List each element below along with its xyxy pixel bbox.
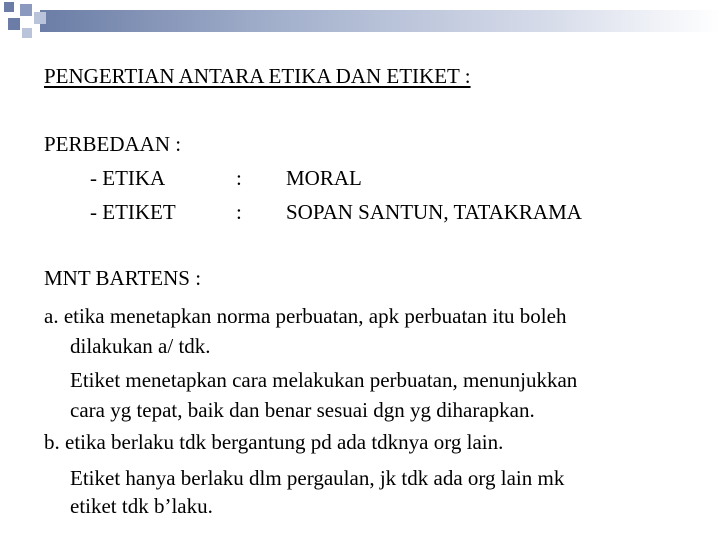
perbedaan-heading: PERBEDAAN : bbox=[44, 132, 182, 156]
perbedaan-separator: : bbox=[236, 166, 242, 190]
deco-square bbox=[8, 18, 20, 30]
bartens-heading: MNT BARTENS : bbox=[44, 266, 202, 290]
perbedaan-meaning-etiket: SOPAN SANTUN, TATAKRAMA bbox=[286, 200, 582, 224]
header-band bbox=[40, 10, 720, 32]
bartens-line: etiket tdk b’laku. bbox=[70, 494, 213, 518]
bartens-line: Etiket hanya berlaku dlm pergaulan, jk tdk ada org lain mk bbox=[70, 466, 565, 490]
perbedaan-term-etika: - ETIKA bbox=[90, 166, 166, 190]
bartens-line: a. etika menetapkan norma perbuatan, apk perbuatan itu boleh bbox=[44, 304, 567, 328]
bartens-line: dilakukan a/ tdk. bbox=[70, 334, 211, 358]
deco-square bbox=[20, 4, 32, 16]
deco-square bbox=[4, 2, 14, 12]
perbedaan-term-etiket: - ETIKET bbox=[90, 200, 176, 224]
perbedaan-meaning-etika: MORAL bbox=[286, 166, 362, 190]
deco-square bbox=[34, 12, 46, 24]
deco-square bbox=[22, 28, 32, 38]
slide-title: PENGERTIAN ANTARA ETIKA DAN ETIKET : bbox=[44, 64, 471, 88]
bartens-line: Etiket menetapkan cara melakukan perbuatan, menunjukkan bbox=[70, 368, 578, 392]
header-decoration bbox=[0, 0, 720, 40]
bartens-line: b. etika berlaku tdk bergantung pd ada tdknya org lain. bbox=[44, 430, 504, 454]
bartens-line: cara yg tepat, baik dan benar sesuai dgn yg diharapkan. bbox=[70, 398, 535, 422]
perbedaan-separator: : bbox=[236, 200, 242, 224]
